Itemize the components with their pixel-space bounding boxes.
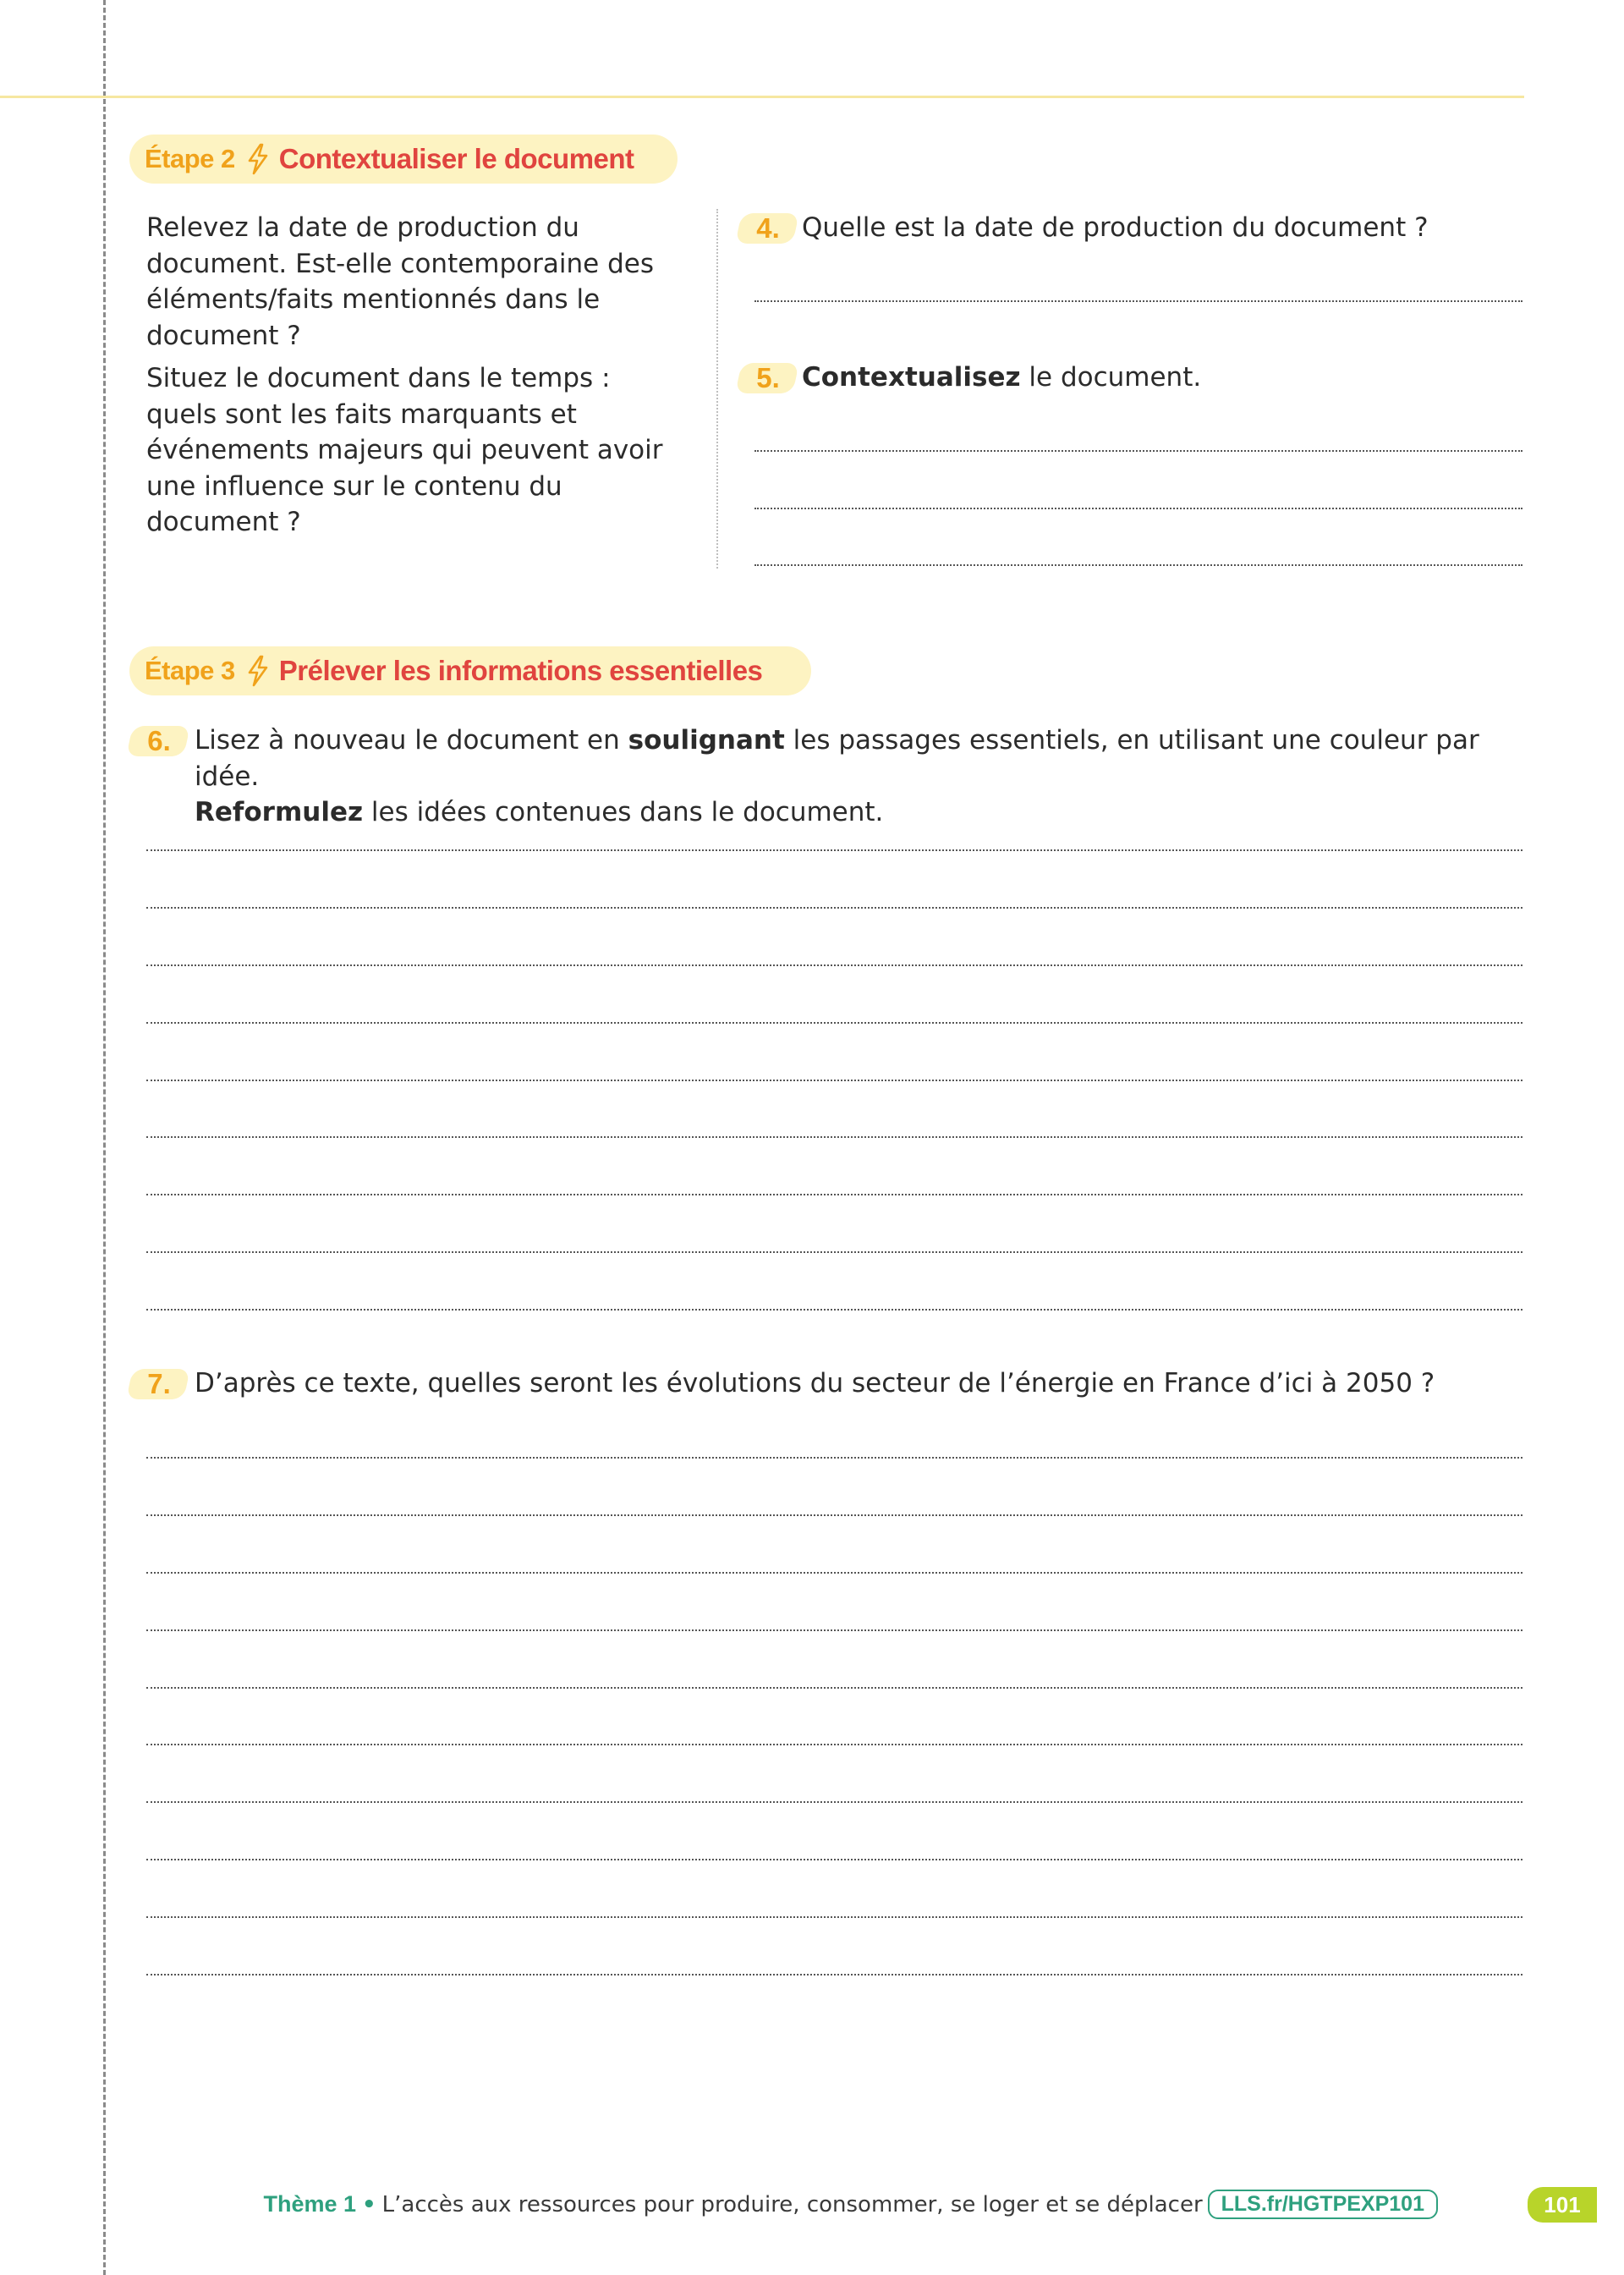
q5-bold: Contextualisez: [802, 362, 1021, 393]
step3-label: Étape 3: [145, 656, 235, 685]
q6-text: [195, 723, 1522, 831]
lightning-icon: [245, 143, 271, 175]
q5-rest: le document.: [1020, 362, 1202, 393]
q7-answer-line[interactable]: [146, 1514, 1522, 1516]
q7-answer-line[interactable]: [146, 1859, 1522, 1860]
step3-header: [129, 646, 811, 695]
step2-hint-p2: Situez le document dans le temps : quels sont les faits marquants et événements majeurs qui peuvent avoir une influence sur le contenu du document ?: [146, 363, 663, 537]
q6-line1: Lisez à nouveau le document en soulignant les passages essentiels, en utilisant une couleur par idée.: [195, 725, 1479, 792]
footer-separator: •: [362, 2191, 376, 2217]
q7-answer-line[interactable]: [146, 1801, 1522, 1803]
q7-text: D’après ce texte, quelles seront les évolutions du secteur de l’énergie en France d’ici à 2050 ?: [195, 1368, 1435, 1399]
page-number-badge: [1528, 2187, 1597, 2223]
step3-title: Prélever les informations essentielles: [278, 655, 763, 686]
q6-line2: Reformulez les idées contenues dans le document.: [195, 797, 884, 827]
column-separator: [716, 209, 718, 569]
q4-text: Quelle est la date de production du document ?: [802, 212, 1429, 243]
page-number: 101: [1544, 2191, 1581, 2217]
q7-answer-line[interactable]: [146, 1629, 1522, 1631]
step2-label: Étape 2: [145, 144, 235, 173]
q6-answer-line[interactable]: [146, 1251, 1522, 1253]
step2-hint: [146, 210, 671, 541]
q6-number: 6.: [129, 721, 189, 761]
q7-answer-line[interactable]: [146, 1744, 1522, 1745]
footer-theme: Thème 1: [263, 2191, 357, 2217]
step2-title: Contextualiser le document: [278, 143, 634, 174]
q5-number: 5.: [738, 358, 798, 398]
q7-answer-line[interactable]: [146, 1916, 1522, 1918]
q6-answer-line[interactable]: [146, 1309, 1522, 1311]
header-rule: [0, 96, 1524, 98]
q4-number: 4.: [738, 208, 798, 249]
q7-number: 7.: [129, 1364, 189, 1404]
q6-answer-line[interactable]: [146, 1194, 1522, 1195]
lightning-icon: [245, 655, 271, 687]
q5-answer-line[interactable]: [754, 508, 1522, 509]
q7-answer-line[interactable]: [146, 1572, 1522, 1574]
footer-text: L’accès aux ressources pour produire, consommer, se loger et se déplacer: [381, 2191, 1203, 2217]
q6-answer-line[interactable]: [146, 1136, 1522, 1138]
q6-answer-line[interactable]: [146, 849, 1522, 851]
q6-bold-souligner: soulignant: [628, 725, 785, 756]
q5-answer-line[interactable]: [754, 564, 1522, 566]
q5-text: [802, 360, 1201, 396]
q6-answer-line[interactable]: [146, 907, 1522, 909]
q6-answer-line[interactable]: [146, 964, 1522, 966]
q7-answer-line[interactable]: [146, 1974, 1522, 1976]
q7-answer-line[interactable]: [146, 1457, 1522, 1459]
q5-answer-line[interactable]: [754, 450, 1522, 452]
step2-hint-p1: Relevez la date de production du document. Est-elle contemporaine des éléments/faits mentionnés dans le document ?: [146, 212, 654, 351]
q6-answer-line[interactable]: [146, 1080, 1522, 1081]
q4-answer-line[interactable]: [754, 300, 1522, 302]
binding-margin-line: [103, 0, 106, 2275]
footer-link[interactable]: LLS.fr/HGTPEXP101: [1208, 2190, 1438, 2219]
q6-bold-reformuler: Reformulez: [195, 797, 364, 827]
page-footer: [263, 2190, 1438, 2219]
q7-answer-line[interactable]: [146, 1687, 1522, 1689]
q6-answer-line[interactable]: [146, 1022, 1522, 1024]
step2-header: [129, 135, 678, 184]
